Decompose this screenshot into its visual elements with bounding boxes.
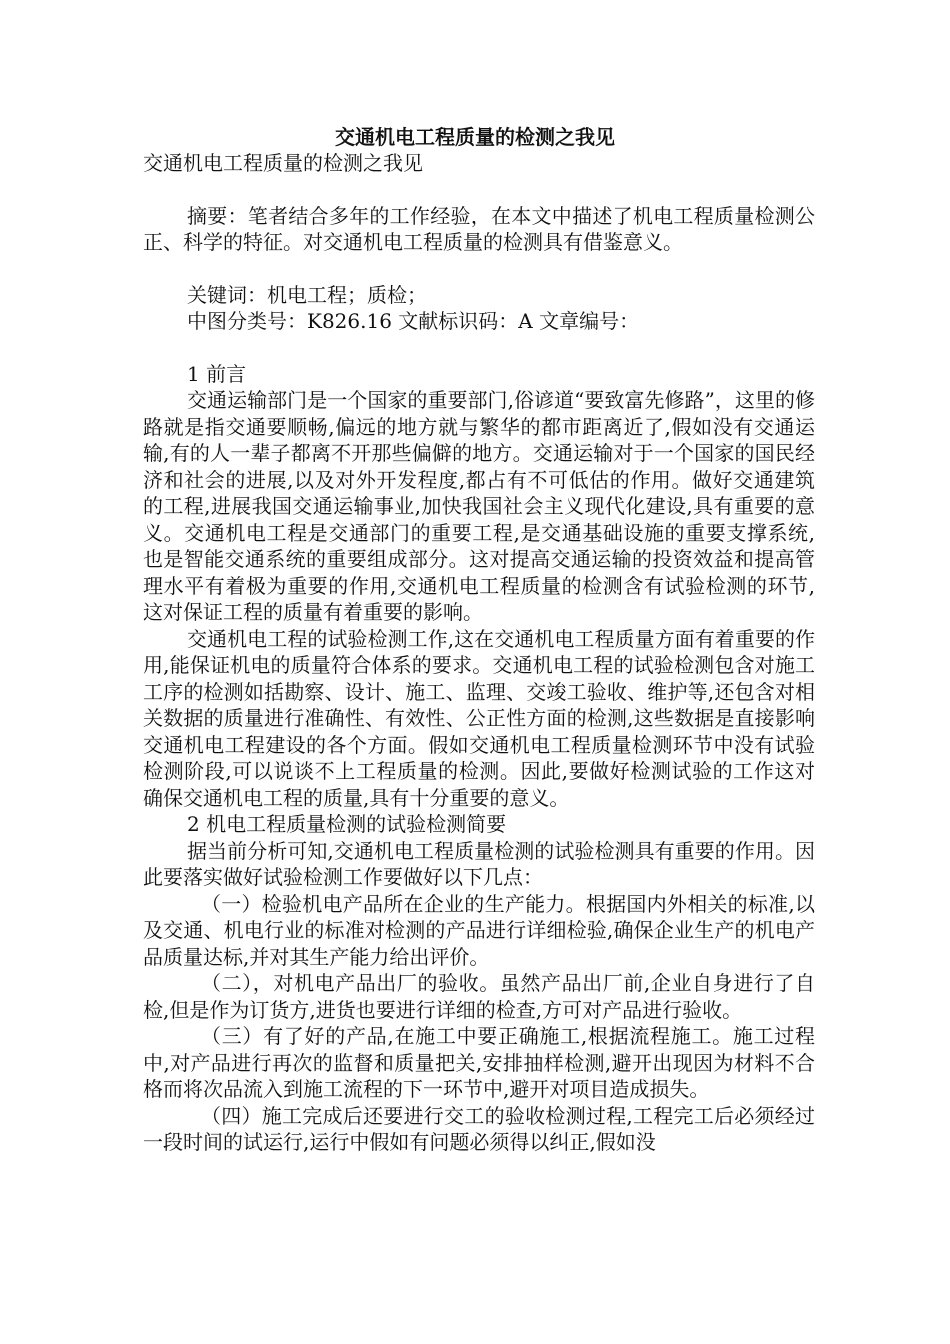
document-subtitle: 交通机电工程质量的检测之我见 [143,151,423,175]
section-heading-2: 2 机电工程质量检测的试验检测简要 [187,812,507,836]
body-paragraph-3: 据当前分析可知,交通机电工程质量检测的试验检测具有重要的作用。因此要落实做好试验检测工作要做好以下几点： [143,838,815,889]
document-title: 交通机电工程质量的检测之我见 [335,125,615,149]
document-body [143,150,815,1156]
section-heading-1: 1 前言 [187,361,247,386]
abstract-paragraph: 摘要：笔者结合多年的工作经验，在本文中描述了机电工程质量检测公正、科学的特征。对交通机电工程质量的检测具有借鉴意义。 [143,203,815,254]
list-item-1: （一）检验机电产品所在企业的生产能力。根据国内外相关的标准,以及交通、机电行业的标准对检测的产品进行详细检验,确保企业生产的机电产品质量达标,并对其生产能力给出评价。 [143,891,815,969]
body-paragraph-1: 交通运输部门是一个国家的重要部门,俗谚道“要致富先修路”，这里的修路就是指交通要顺畅,偏远的地方就与繁华的都市距离近了,假如没有交通运输,有的人一辈子都离不开那些偏僻的地方。交通运输对于一个国家的国民经济和社会的进展,以及对外开发程度,都占有不可低估的作用。做好交通建筑的工程,进展我国交通运输事业,加快我国社会主义现代化建设,具有重要的意义。交通机电工程是交通部门的重要工程,是交通基础设施的重要支撑系统,也是智能交通系统的重要组成部分。这对提高交通运输的投资效益和提高管理水平有着极为重要的作用,交通机电工程质量的检测含有试验检测的环节,这对保证工程的质量有着重要的影响。 [143,388,815,624]
keywords-line: 关键词：机电工程；质检； [187,282,427,307]
classification-line: 中图分类号：K826.16 文献标识码：A 文章编号： [187,309,640,333]
list-item-3: （三）有了好的产品,在施工中要正确施工,根据流程施工。施工过程中,对产品进行再次的监督和质量把关,安排抽样检测,避开出现因为材料不合格而将次品流入到施工流程的下一环节中,避开对项目造成损失。 [143,1024,815,1101]
list-item-2: （二），对机电产品出厂的验收。虽然产品出厂前,企业自身进行了自检,但是作为订货方,进货也要进行详细的检查,方可对产品进行验收。 [143,971,815,1022]
body-paragraph-2: 交通机电工程的试验检测工作,这在交通机电工程质量方面有着重要的作用,能保证机电的质量符合体系的要求。交通机电工程的试验检测包含对施工工序的检测如括勘察、设计、施工、监理、交竣工验收、维护等,还包含对相关数据的质量进行准确性、有效性、公正性方面的检测,这些数据是直接影响交通机电工程建设的各个方面。假如交通机电工程质量检测环节中没有试验检测阶段,可以说谈不上工程质量的检测。因此,要做好检测试验的工作这对确保交通机电工程的质量,具有十分重要的意义。 [143,626,815,810]
list-item-4: （四）施工完成后还要进行交工的验收检测过程,工程完工后必须经过一段时间的试运行,运行中假如有问题必须得以纠正,假如没 [143,1103,815,1154]
